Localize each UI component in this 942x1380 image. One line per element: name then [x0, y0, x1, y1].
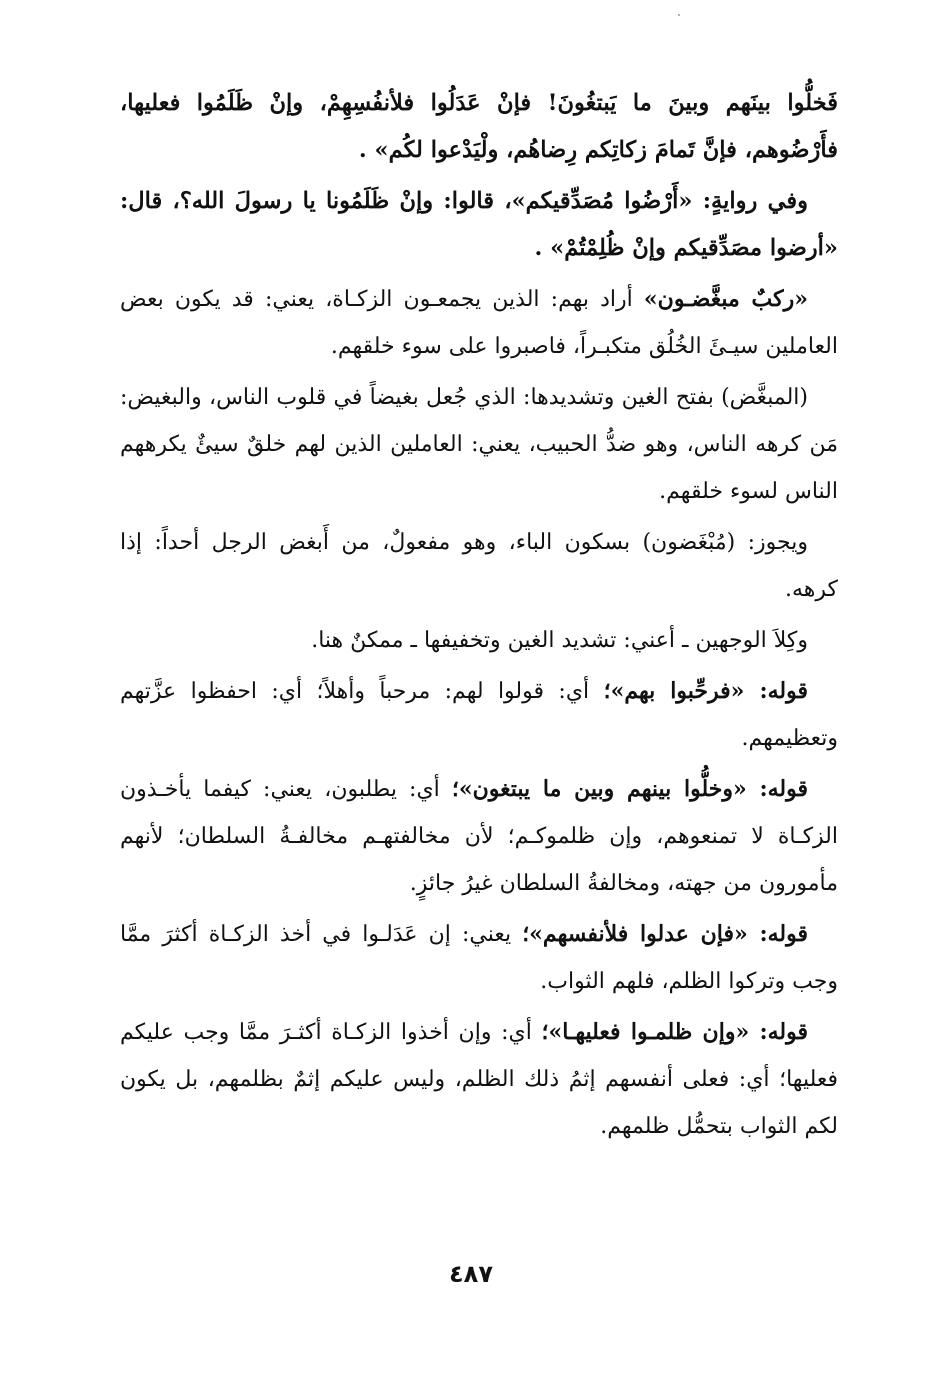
quoted-phrase: قوله: «فإن عدلوا فلأنفسهم»؛ — [522, 921, 808, 947]
quoted-phrase: «ركبٌ مبغَّضـون» — [643, 286, 808, 312]
page-number: ٤٨٧ — [449, 1260, 493, 1288]
paragraph-text: وكِلاَ الوجهين ـ أعني: تشديد الغين وتخفيفها ـ ممكنٌ هنا. — [311, 628, 808, 653]
commentary-khallu — [120, 766, 838, 907]
hadith-text-1 — [120, 80, 838, 174]
quoted-phrase: قوله: «فرحِّبوا بهم»؛ — [603, 678, 808, 704]
commentary-adalu — [120, 911, 838, 1005]
paragraph-text: وفي روايةٍ: «أَرْضُوا مُصَدِّقيكم»، قالوا: وإنْ ظَلَمُونا يا رسولَ الله؟، قال: «أرضوا مصَدِّقيكم وإنْ ظُلِمْتُمْ» . — [120, 188, 838, 261]
scan-speck — [678, 14, 680, 16]
commentary-yajuz — [120, 519, 838, 613]
paragraph-text: فَخلُّوا بينَهم وبينَ ما يَبتغُونَ! فإنْ عَدَلُوا فلأنفُسِهِمْ، وإنْ ظَلَمُوا فعليها، فأَرْضُوهم، فإنَّ تَمامَ زكاتِكم رِضاهُم، ولْيَدْعوا لكُم» . — [120, 90, 838, 163]
commentary-rakb — [120, 276, 838, 370]
paragraph-text: يعني: إن عَدَلـوا في أخذ الزكـاة أكثرَ ممَّا وجب وتركوا الظلم، فلهم الثواب. — [120, 922, 838, 994]
commentary-farahhibu — [120, 668, 838, 762]
page-body — [120, 80, 838, 1154]
paragraph-text: أراد بهم: الذين يجمعـون الزكـاة، يعني: قد يكون بعض العاملين سيـئَ الخُلُق متكبـراً، فاصبروا على سوء خلقهم. — [120, 287, 838, 359]
paragraph-text: أي: وإن أخذوا الزكـاة أكثـرَ ممَّا وجب عليكم فعليها؛ أي: فعلى أنفسهم إثمُ ذلك الظلم، وليس عليكم إثمٌ بظلمهم، بل يكون لكم الثواب بتحمُّل ظلمهم. — [120, 1020, 838, 1139]
paragraph-text: أي: قولوا لهم: مرحباً وأهلاً؛ أي: احفظوا عزَّتهم وتعظيمهم. — [120, 679, 838, 751]
commentary-mubaghad — [120, 374, 838, 515]
paragraph-text: (المبغَّض) بفتح الغين وتشديدها: الذي جُعل بغيضاً في قلوب الناس، والبغيض: مَن كرهه الناس، وهو ضدُّ الحبيب، يعني: العاملين الذين لهم خلقٌ سيئٌ يكرههم الناس لسوء خلقهم. — [120, 385, 838, 504]
quoted-phrase: قوله: «وإن ظلمـوا فعليهـا»؛ — [541, 1019, 808, 1045]
hadith-text-2 — [120, 178, 838, 272]
commentary-wajhayn — [120, 617, 838, 664]
quoted-phrase: قوله: «وخلُّوا بينهم وبين ما يبتغون»؛ — [451, 776, 808, 802]
commentary-zalamu — [120, 1009, 838, 1150]
paragraph-text: أي: يطلبون، يعني: كيفما يأخـذون الزكـاة لا تمنعوهم، وإن ظلموكـم؛ لأن مخالفتهـم مخالفـةُ السلطان؛ لأنهم مأمورون من جهته، ومخالفةُ السلطان غيرُ جائزٍ. — [120, 777, 838, 896]
paragraph-text: ويجوز: (مُبْغَضون) بسكون الباء، وهو مفعولٌ، من أَبغض الرجل أحداً: إذا كرهه. — [120, 530, 838, 602]
